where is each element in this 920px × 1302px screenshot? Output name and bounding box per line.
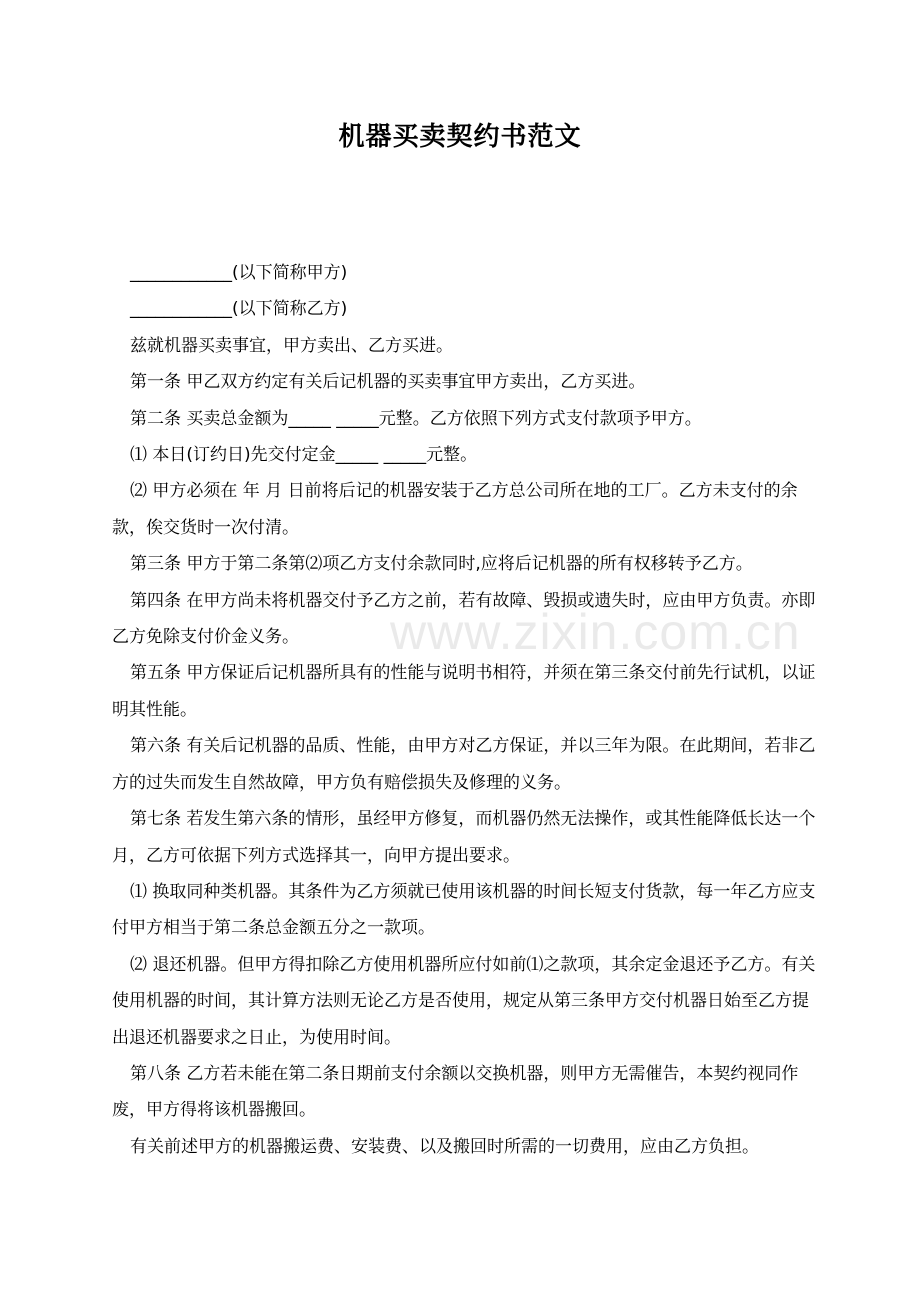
paragraph-article-5: 第五条 甲方保证后记机器所具有的性能与说明书相符，并须在第三条交付前先行试机，以证明其性能。 (112, 663, 816, 720)
paragraph-article-2: 第二条 买卖总金额为_____ _____元整。乙方依照下列方式支付款项予甲方。 (130, 408, 702, 429)
paragraph-article-1: 第一条 甲乙双方约定有关后记机器的买卖事宜甲方卖出，乙方买进。 (130, 372, 646, 393)
paragraph-article-2-item-2: ⑵ 甲方必须在 年 月 日前将后记的机器安装于乙方总公司所在地的工厂。乙方未支付的余款，俟交货时一次付清。 (112, 481, 798, 538)
paragraph-party-a: ____________(以下简称甲方) (130, 263, 348, 283)
paragraph-party-b: ____________(以下简称乙方) (130, 299, 348, 320)
paragraph-costs: 有关前述甲方的机器搬运费、安装费、以及搬回时所需的一切费用，应由乙方负担。 (130, 1136, 759, 1157)
paragraph-article-7-item-1: ⑴ 换取同种类机器。其条件为乙方须就已使用该机器的时间长短支付货款，每一年乙方应支付甲方相当于第二条总金额五分之一款项。 (112, 881, 816, 939)
document-body (112, 255, 824, 1165)
paragraph-intro: 兹就机器买卖事宜，甲方卖出、乙方买进。 (130, 335, 453, 356)
paragraph-article-2-item-1: ⑴ 本日(订约日)先交付定金_____ _____元整。 (130, 445, 478, 466)
paragraph-article-8: 第八条 乙方若未能在第二条日期前支付余额以交换机器，则甲方无需催告，本契约视同作废，甲方得将该机器搬回。 (112, 1063, 799, 1121)
paragraph-article-4: 第四条 在甲方尚未将机器交付予乙方之前，若有故障、毁损或遗失时，应由甲方负责。亦即乙方免除支付价金义务。 (112, 590, 816, 648)
paragraph-article-3: 第三条 甲方于第二条第⑵项乙方支付余款同时,应将后记机器的所有权移转予乙方。 (130, 554, 753, 575)
paragraph-article-7: 第七条 若发生第六条的情形，虽经甲方修复，而机器仍然无法操作，或其性能降低长达一个月，乙方可依据下列方式选择其一，向甲方提出要求。 (112, 809, 816, 866)
paragraph-article-7-item-2: ⑵ 退还机器。但甲方得扣除乙方使用机器所应付如前⑴之款项，其余定金退还予乙方。有关使用机器的时间，其计算方法则无论乙方是否使用，规定从第三条甲方交付机器日始至乙方提出退还机器要求之日止，为使用时间。 (112, 954, 816, 1048)
watermark: www.zixin.com.cn (390, 604, 801, 660)
document-title: 机器买卖契约书范文 (338, 122, 582, 152)
paragraph-article-6: 第六条 有关后记机器的品质、性能，由甲方对乙方保证，并以三年为限。在此期间，若非乙方的过失而发生自然故障，甲方负有赔偿损失及修理的义务。 (112, 736, 816, 793)
